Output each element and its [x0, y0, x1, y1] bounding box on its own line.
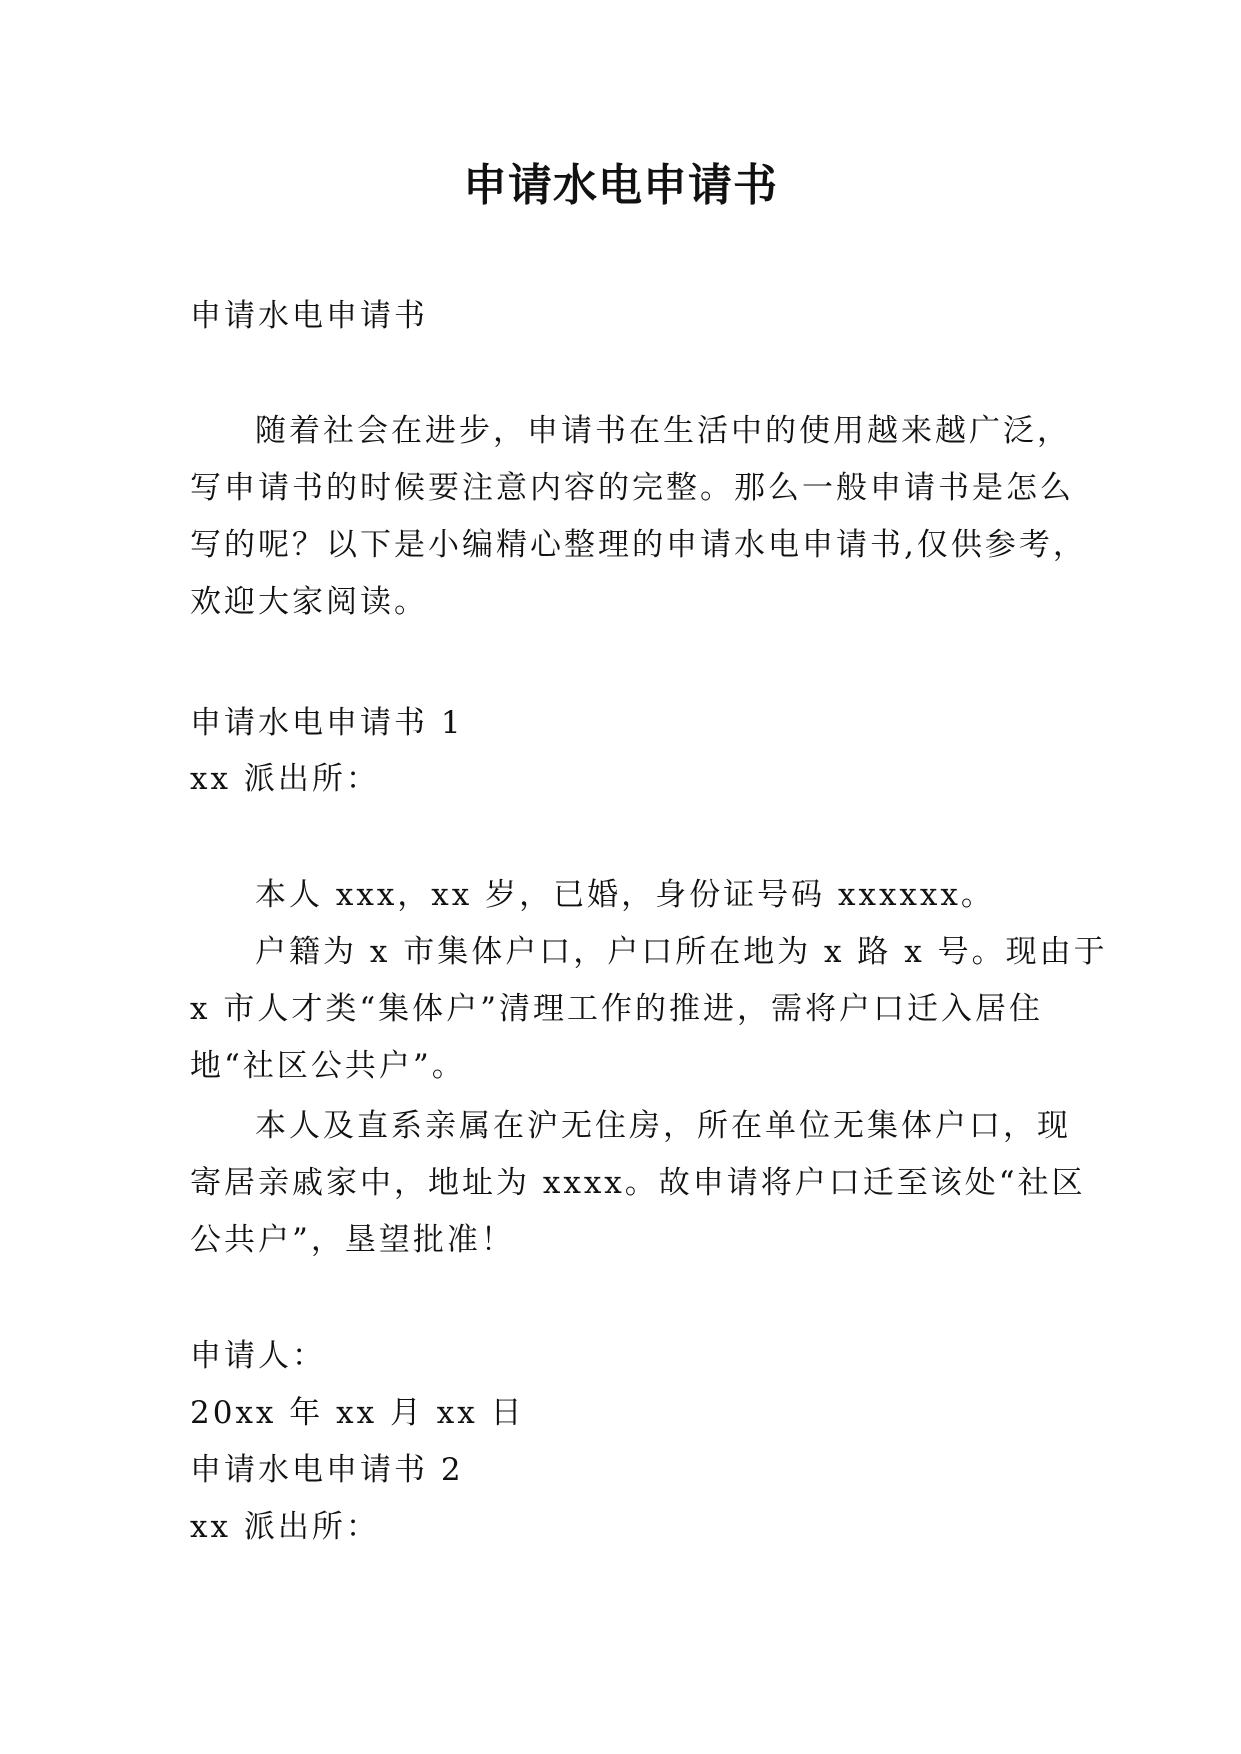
intro-line-3: 写的呢？以下是小编精心整理的申请水电申请书,仅供参考，	[190, 527, 1087, 563]
intro-line-1: 随着社会在进步，申请书在生活中的使用越来越广泛，	[255, 413, 1071, 449]
section1-date: 20xx 年 xx 月 xx 日	[190, 1395, 525, 1431]
section1-body-line-6: 寄居亲戚家中，地址为 xxxx。故申请将户口迁至该处“社区	[190, 1165, 1086, 1201]
section1-body-line-5: 本人及直系亲属在沪无住房，所在单位无集体户口，现	[255, 1108, 1071, 1144]
section1-heading: 申请水电申请书 1	[190, 705, 464, 741]
section2-addressee: xx 派出所：	[190, 1509, 380, 1545]
section1-body-line-1: 本人 xxx，xx 岁，已婚，身份证号码 xxxxxx。	[255, 877, 995, 913]
section1-body-line-2: 户籍为 x 市集体户口，户口所在地为 x 路 x 号。现由于	[255, 934, 1108, 970]
section1-body-line-4: 地“社区公共户”。	[190, 1048, 466, 1084]
section1-body-line-7: 公共户”，垦望批准！	[190, 1222, 515, 1258]
intro-line-2: 写申请书的时候要注意内容的完整。那么一般申请书是怎么	[190, 470, 1074, 506]
section1-body-line-3: x 市人才类“集体户”清理工作的推进，需将户口迁入居住	[190, 991, 1044, 1027]
intro-line-4: 欢迎大家阅读。	[190, 584, 428, 620]
section1-addressee: xx 派出所：	[190, 761, 380, 797]
document-subtitle: 申请水电申请书	[190, 298, 428, 334]
section1-applicant: 申请人：	[190, 1338, 326, 1374]
section2-heading: 申请水电申请书 2	[190, 1452, 464, 1488]
document-title: 申请水电申请书	[463, 160, 778, 211]
